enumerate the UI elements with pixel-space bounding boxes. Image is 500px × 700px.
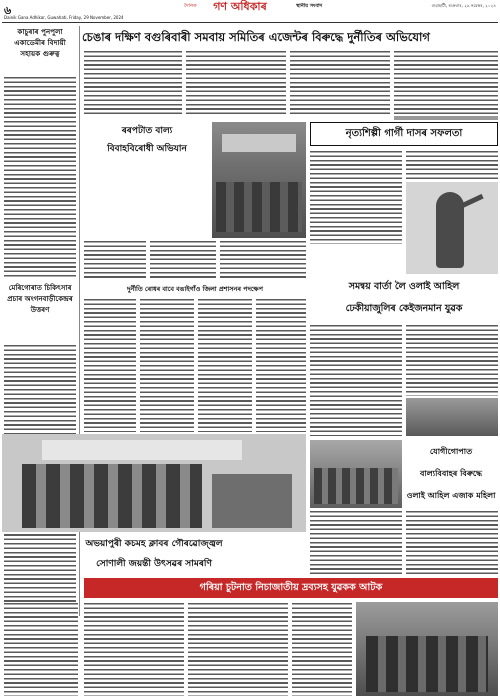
festival-photo xyxy=(2,434,306,532)
dateline-assamese: গুৱাহাটী, শুক্ৰবাৰ, ২৯ নৱেম্বৰ, ২০২৪ xyxy=(431,3,496,8)
samanwar-body-col-2 xyxy=(406,324,498,396)
child-marriage-body-col-1 xyxy=(84,240,146,280)
arrest-body-col-2 xyxy=(188,602,288,696)
dateline-english: Dainik Gana Adhikar, Guwahati, Friday, 29 November, 2024 xyxy=(4,15,124,20)
section-label: স্থানীয় সংবাদ xyxy=(296,3,323,9)
child-marriage-photo xyxy=(212,122,306,238)
page-number: ৬ xyxy=(4,4,12,14)
top-story-body-col-2 xyxy=(186,50,286,114)
samanwar-body-col-1 xyxy=(310,324,402,436)
arrest-headline-band xyxy=(84,578,498,598)
district-headline: দুৰ্নীতি ৰোধৰ বাবে বঙাইগাঁও জিলা প্ৰশাসনৰ পদক্ষেপ xyxy=(127,285,263,293)
arrest-body-col-1 xyxy=(84,602,184,696)
district-body-col-1 xyxy=(84,298,136,432)
dance-photo xyxy=(406,182,498,274)
top-story-body-col-4 xyxy=(394,50,498,114)
yoga-headline xyxy=(404,440,498,508)
arrest-photo xyxy=(356,602,498,696)
samanwar-headline-line-1: সমন্বয় বাৰ্তা লৈ ওলাই আহিল xyxy=(348,281,460,292)
yoga-body-col-2 xyxy=(406,510,498,576)
top-story-body-col-3 xyxy=(290,50,390,114)
festival-body-col-1 xyxy=(4,602,78,696)
festival-stage-banner xyxy=(42,440,242,460)
arrest-headline: গৰিয়া চুটনাত নিচাজাতীয় দ্ৰব্যসহ যুৱকক আটক xyxy=(199,582,383,593)
arrest-group xyxy=(366,636,488,692)
masthead-logo: গণ অধিকাৰ xyxy=(213,0,267,13)
dance-body-col-2 xyxy=(406,150,498,180)
photo-banner xyxy=(222,134,296,152)
left-story-2-headline: মেৰিগোৰাত চিকিৎসাৰ প্ৰচাৰ অংগনবাড়ীকেন্দ্ৰৰ উত্তৰণ xyxy=(7,283,73,314)
yoga-body-col-1 xyxy=(310,510,402,576)
child-marriage-headline-line-1: ৰৰপটাত বাল্য xyxy=(121,126,173,136)
child-marriage-headline xyxy=(84,122,210,162)
district-body-col-3 xyxy=(198,298,252,432)
left-story-1-headline: কাচুৰাৰ পুনপুলা একাডেমীৰ বিদায়ী সহায়ক গুৰুত্ব xyxy=(14,27,66,58)
child-marriage-body-col-2 xyxy=(150,240,216,280)
festival-headline-line-2: সোণালী জয়ন্তী উৎসৱৰ সামৰণি xyxy=(96,559,212,569)
top-story-body-col-1 xyxy=(84,50,182,114)
yoga-headline-line-3: ওলাই আহিল এজাক মহিলা xyxy=(406,490,496,500)
yoga-photo xyxy=(310,440,402,508)
arrest-body-col-3 xyxy=(292,602,352,696)
samanwar-photo xyxy=(406,398,498,436)
yoga-headline-line-1: যোগীগোপাত xyxy=(429,446,473,456)
festival-headline xyxy=(2,534,306,576)
child-marriage-body-col-3 xyxy=(220,240,306,280)
top-story-headline: চেঙাৰ দক্ষিণ বগুৰিবাৰী সমবায় সমিতিৰ এজেন্টৰ বিৰুদ্ধে দুৰ্নীতিৰ অভিযোগ xyxy=(82,30,430,44)
samanwar-headline xyxy=(310,276,498,320)
yoga-group xyxy=(314,468,398,504)
festival-guests xyxy=(22,464,202,528)
daily-label: দৈনিক xyxy=(184,3,197,9)
samanwar-headline-line-2: ঢেকীয়াজুলিৰ কেইজনমান যুৱক xyxy=(345,303,463,314)
dance-headline: নৃত্যশিল্পী গাৰ্গী দাসৰ সফলতা xyxy=(345,128,463,139)
yoga-headline-line-2: বাল্যবিবাহৰ বিৰুদ্ধে xyxy=(420,468,482,478)
photo-people xyxy=(216,182,302,232)
top-story-photo xyxy=(394,116,498,120)
dance-body-col-1 xyxy=(310,150,402,244)
left-story-1-body xyxy=(4,76,76,278)
district-body-col-4 xyxy=(256,298,306,432)
child-marriage-headline-line-2: বিবাহবিৰোধী অভিযান xyxy=(107,144,187,154)
festival-dais xyxy=(212,474,292,528)
district-body-col-2 xyxy=(140,298,194,432)
dance-headline-box xyxy=(310,122,498,146)
page-header xyxy=(0,0,500,24)
header-rule xyxy=(2,22,498,23)
festival-headline-line-1: অভয়াপুৰী কচমহ ক্লাবৰ গৌৰৱোজ্জ্বল xyxy=(85,539,223,549)
